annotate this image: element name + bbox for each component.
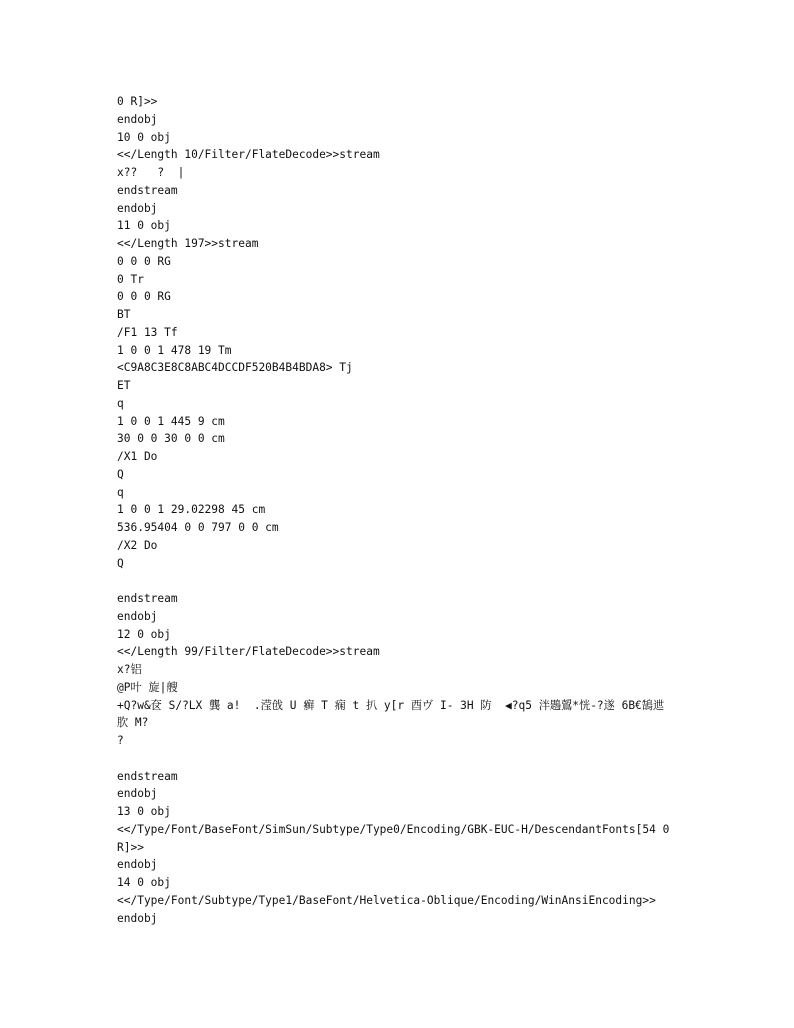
text-line: 1 0 0 1 478 19 Tm bbox=[117, 343, 232, 357]
text-line: /X2 Do bbox=[117, 538, 158, 552]
text-line: BT bbox=[117, 308, 131, 321]
text-line: Q bbox=[117, 556, 124, 570]
text-line: x?铝 bbox=[117, 663, 142, 676]
text-line: <</Type/Font/Subtype/Type1/BaseFont/Helvetica-Oblique/Encoding/WinAnsiEncoding>> bbox=[117, 893, 656, 907]
text-line: <</Length 197>>stream bbox=[117, 237, 259, 250]
text-line: <</Length 99/Filter/FlateDecode>>stream bbox=[117, 645, 380, 659]
text-line: endobj bbox=[117, 609, 158, 623]
text-line: 12 0 obj bbox=[117, 627, 171, 641]
text-line: 肷 M? bbox=[117, 716, 149, 730]
text-line: <C9A8C3E8C8ABC4DCCDF520B4B4BDA8> Tj bbox=[117, 361, 353, 375]
text-line: q bbox=[117, 485, 124, 499]
text-line: Q bbox=[117, 467, 124, 481]
text-line: x?? ? | bbox=[117, 166, 185, 179]
pdf-source-text bbox=[117, 93, 687, 927]
text-line: endobj bbox=[117, 201, 158, 215]
text-line: endobj bbox=[117, 112, 158, 126]
text-line: R]>> bbox=[117, 840, 144, 854]
text-line: 536.95404 0 0 797 0 0 cm bbox=[117, 521, 279, 534]
text-line: endstream bbox=[117, 592, 178, 605]
text-line bbox=[117, 572, 687, 590]
text-line: <</Length 10/Filter/FlateDecode>>stream bbox=[117, 148, 380, 162]
text-line: 11 0 obj bbox=[117, 219, 171, 233]
text-line: endobj bbox=[117, 787, 158, 801]
text-line: 13 0 obj bbox=[117, 805, 171, 818]
text-line: endobj bbox=[117, 911, 158, 925]
text-line: q bbox=[117, 396, 124, 410]
text-line: 30 0 0 30 0 0 cm bbox=[117, 432, 225, 446]
text-line: endobj bbox=[117, 858, 158, 872]
text-line: 1 0 0 1 29.02298 45 cm bbox=[117, 503, 266, 517]
text-line: ET bbox=[117, 379, 131, 392]
text-line: 0 R]>> bbox=[117, 95, 158, 108]
text-line: 14 0 obj bbox=[117, 876, 171, 889]
text-line: 0 0 0 RG bbox=[117, 254, 171, 268]
text-line: 0 Tr bbox=[117, 272, 144, 286]
text-line: /X1 Do bbox=[117, 450, 158, 463]
text-line: 10 0 obj bbox=[117, 130, 171, 144]
text-line: ? bbox=[117, 734, 124, 747]
text-line: /F1 13 Tf bbox=[117, 325, 178, 339]
text-line: @P叶 旋|艘 bbox=[117, 680, 178, 694]
text-line: <</Type/Font/BaseFont/SimSun/Subtype/Type0/Encoding/GBK-EUC-H/DescendantFonts[54 0 bbox=[117, 822, 670, 836]
text-line: endstream bbox=[117, 183, 178, 197]
text-line bbox=[117, 750, 687, 768]
text-line: 1 0 0 1 445 9 cm bbox=[117, 414, 225, 428]
text-line: endstream bbox=[117, 769, 178, 783]
text-line: 0 0 0 RG bbox=[117, 290, 171, 304]
text-line: +Q?w&奁 S/?LX 龔 a! .滢戗 U 癣 T 痫 t 扒 y[r 酉ヴ I- 3H 防 ◀?q5 泮鶗鶦*恍-?遂 6B€鵠迣 bbox=[117, 698, 665, 712]
